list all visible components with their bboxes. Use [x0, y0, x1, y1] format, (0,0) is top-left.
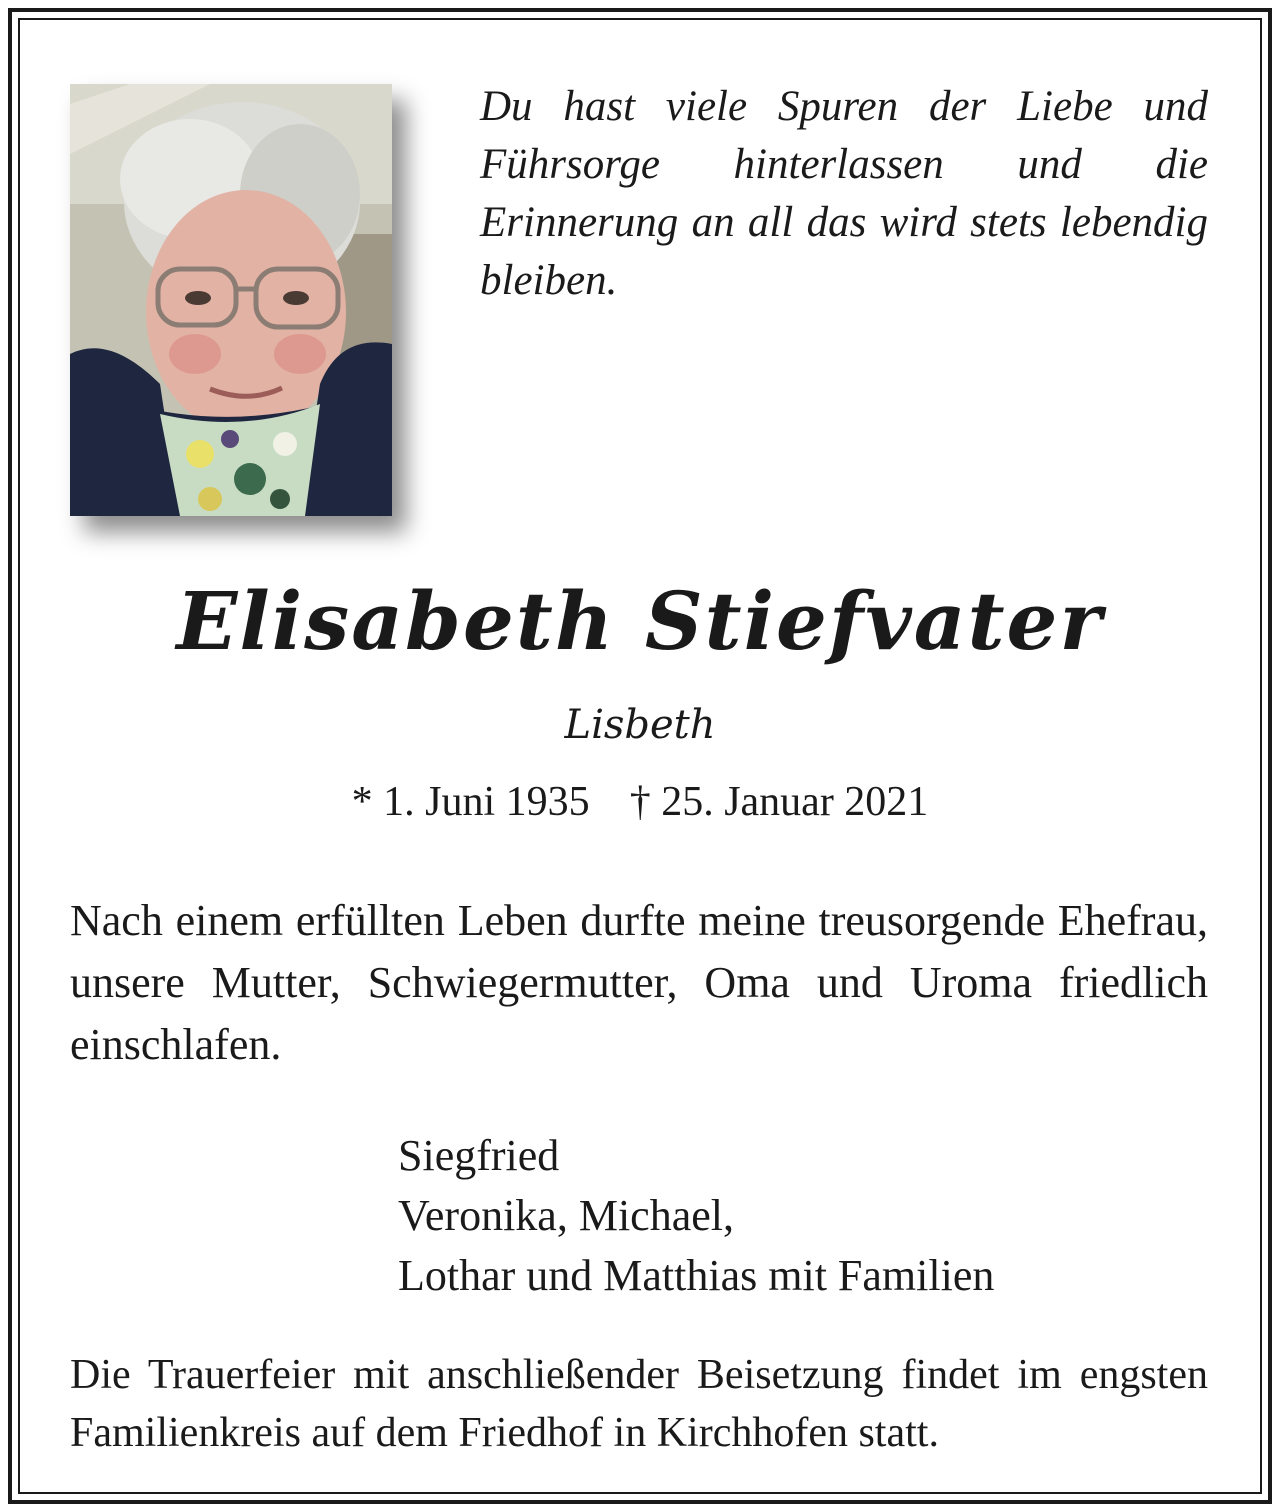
death-date: † 25. Januar 2021 — [629, 779, 929, 825]
life-dates — [0, 774, 1280, 830]
deceased-nickname: Lisbeth — [564, 702, 716, 748]
signature-line: Siegfried — [398, 1131, 560, 1180]
signatures-list — [398, 1126, 994, 1306]
funeral-notice: Die Trauerfeier mit anschließender Beisetzung findet im engsten Familienkreis auf dem Friedhof in Kirchhofen statt. — [70, 1352, 1208, 1456]
deceased-name: Elisabeth Stiefvater — [176, 574, 1104, 668]
signature-line: Lothar und Matthias mit Familien — [398, 1251, 995, 1300]
signature-line: Veronika, Michael, — [398, 1191, 734, 1240]
announcement-text: Nach einem erfüllten Leben durfte meine treusorgende Ehefrau, unsere Mutter, Schwiegermutter, Oma und Uroma friedlich einschlafen. — [70, 896, 1208, 1069]
birth-date: * 1. Juni 1935 — [351, 779, 590, 825]
portrait-photo-drawing — [70, 84, 392, 516]
memorial-quote: Du hast viele Spuren der Liebe und Führsorge hinterlassen und die Erinnerung an all das wird stets lebendig bleiben. — [480, 83, 1208, 304]
portrait-photo — [70, 84, 392, 516]
